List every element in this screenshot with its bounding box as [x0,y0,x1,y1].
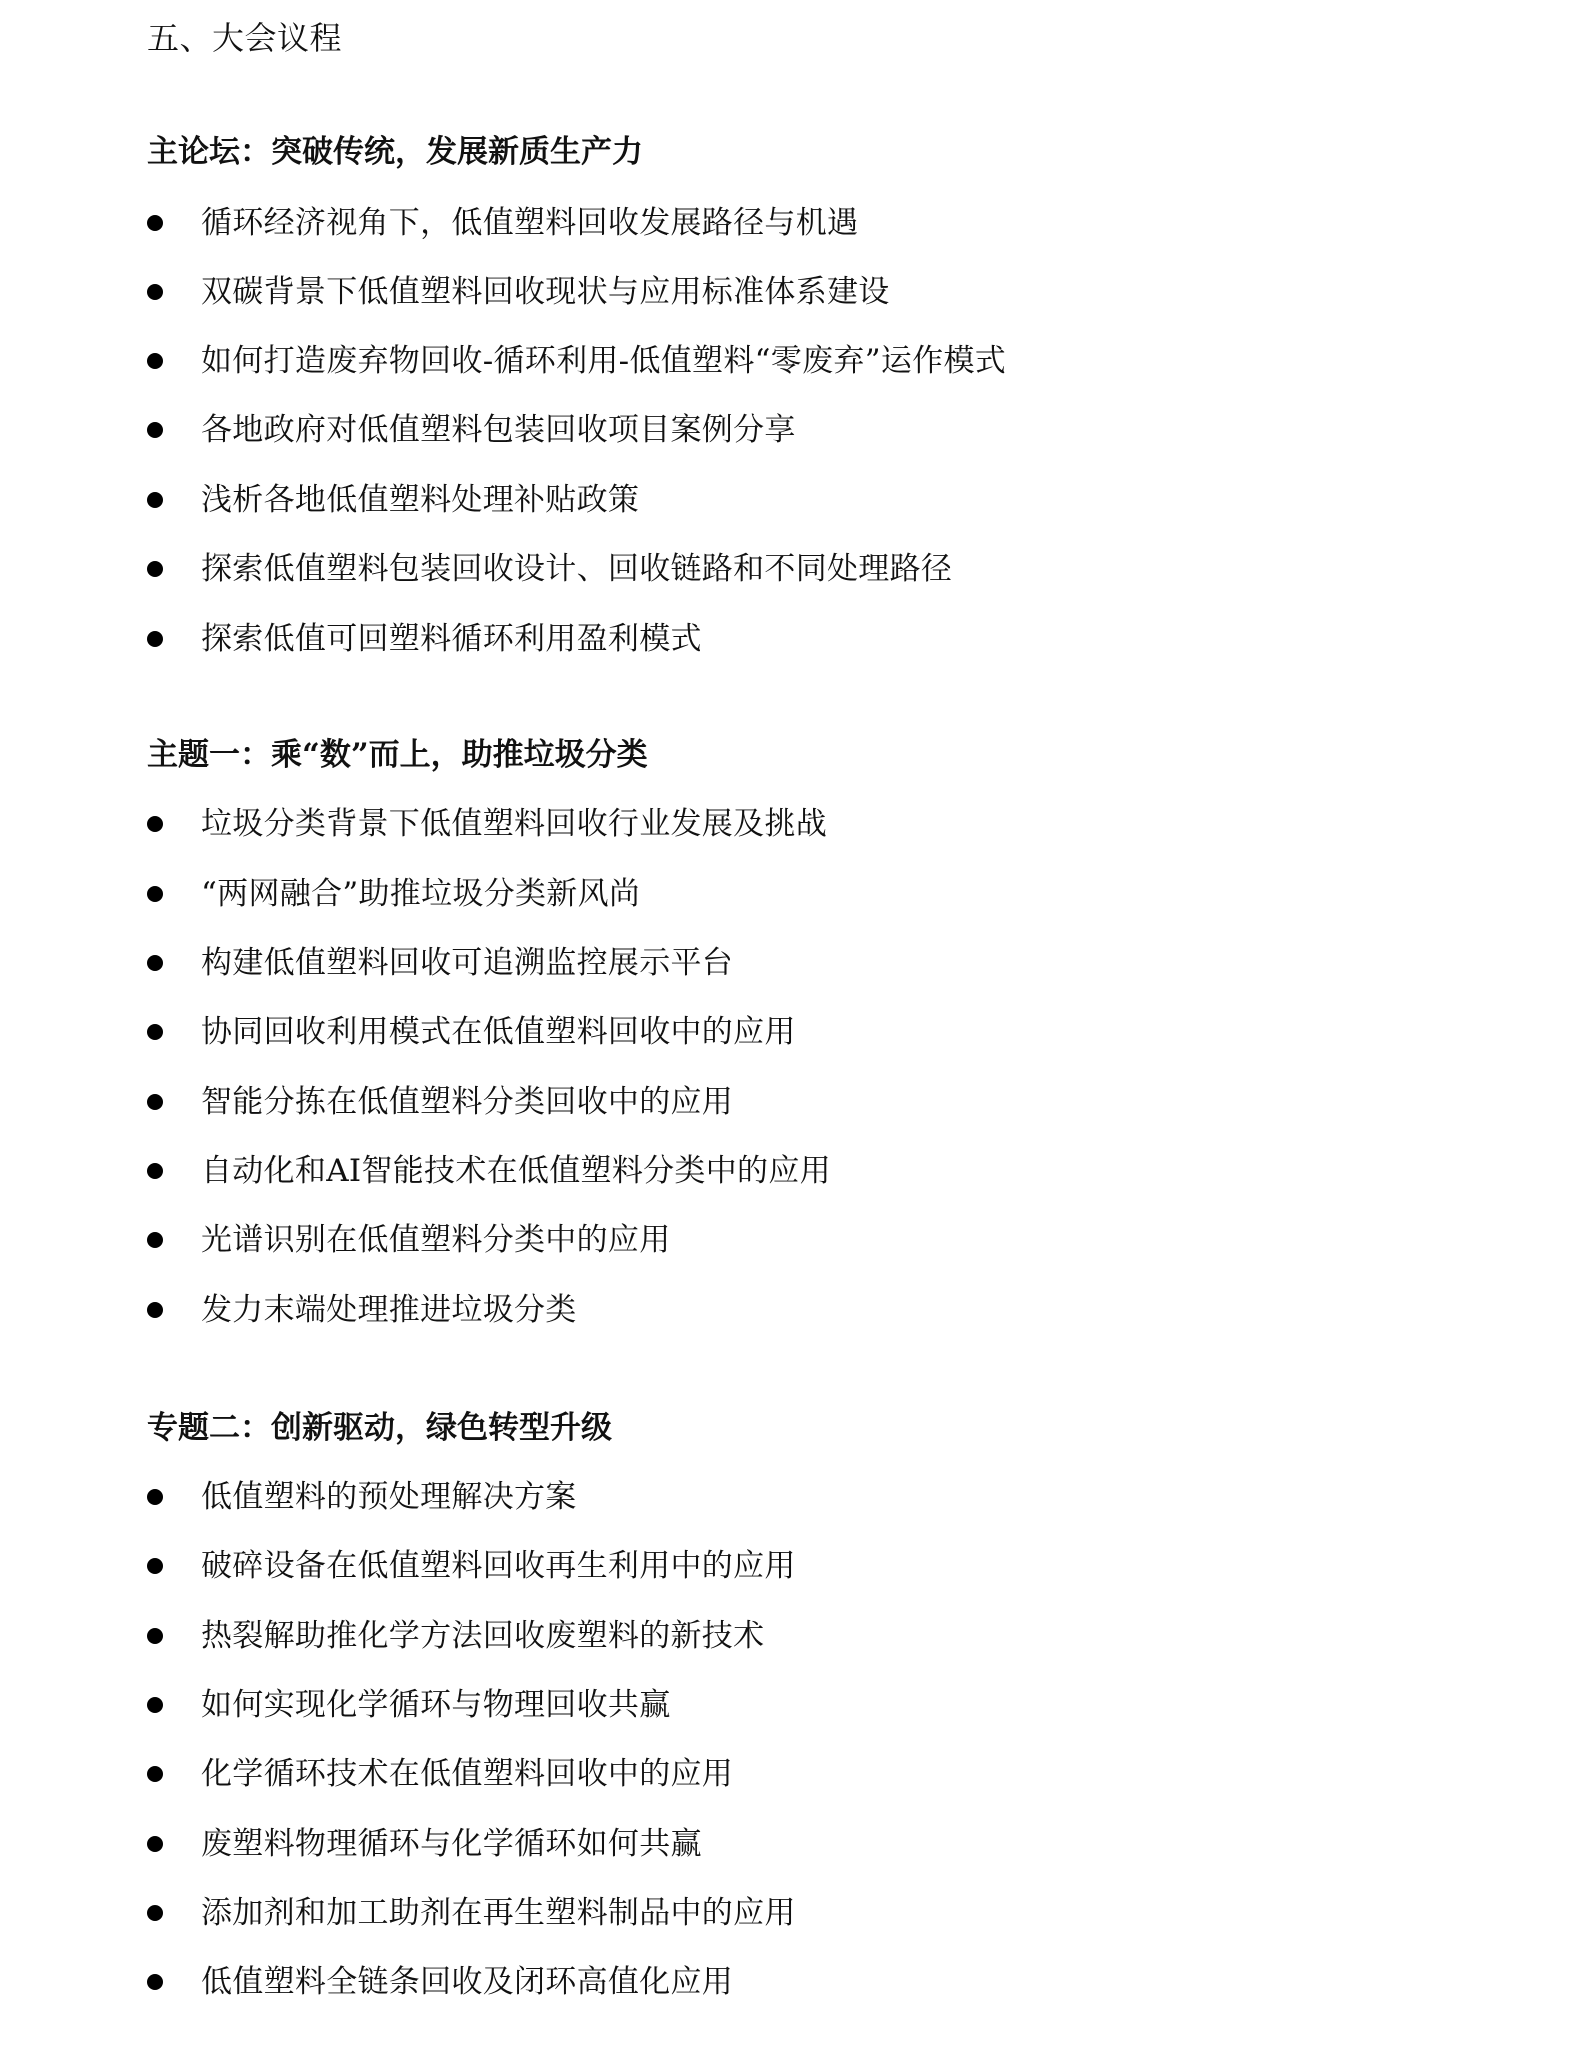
list-item [0,545,1587,593]
bullet-icon [147,1628,163,1644]
list-item-text: 循环经济视角下，低值塑料回收发展路径与机遇 [201,205,859,241]
list-item [0,615,1587,663]
list-item-text: 智能分拣在低值塑料分类回收中的应用 [201,1084,734,1120]
list-item [0,476,1587,524]
list-item [0,1750,1587,1798]
list-item [0,337,1587,385]
bullet-icon [147,1836,163,1852]
list-item-text: 探索低值可回塑料循环利用盈利模式 [201,621,702,657]
list-item [0,1008,1587,1056]
list-item-text: 低值塑料全链条回收及闭环高值化应用 [201,1964,734,2000]
list-item-text: 自动化和AI智能技术在低值塑料分类中的应用 [201,1153,831,1189]
list-item-text: 低值塑料的预处理解决方案 [201,1479,577,1515]
bullet-icon [147,631,163,647]
bullet-icon [147,284,163,300]
bullet-icon [147,561,163,577]
bullet-icon [147,422,163,438]
bullet-icon [147,886,163,902]
list-item [0,199,1587,247]
list-item-text: 垃圾分类背景下低值塑料回收行业发展及挑战 [201,806,827,842]
list-item [0,1216,1587,1264]
list-item-text: 如何打造废弃物回收-循环利用-低值塑料“零废弃”运作模式 [201,343,1007,379]
page-title: 五、大会议程 [147,19,343,57]
list-item-text: “两网融合”助推垃圾分类新风尚 [201,876,641,912]
list-item-text: 浅析各地低值塑料处理补贴政策 [201,482,640,518]
list-item [0,1889,1587,1937]
bullet-icon [147,1024,163,1040]
list-item-text: 构建低值塑料回收可追溯监控展示平台 [201,945,734,981]
list-item [0,1820,1587,1868]
section-heading: 专题二：创新驱动，绿色转型升级 [147,1410,612,1446]
list-item-text: 废塑料物理循环与化学循环如何共赢 [201,1826,702,1862]
list-item [0,870,1587,918]
bullet-icon [147,1905,163,1921]
list-item [0,1542,1587,1590]
list-item [0,1612,1587,1660]
list-item [0,1286,1587,1334]
list-item-text: 双碳背景下低值塑料回收现状与应用标准体系建设 [201,274,890,310]
bullet-icon [147,353,163,369]
list-item-text: 如何实现化学循环与物理回收共赢 [201,1687,671,1723]
list-item-text: 各地政府对低值塑料包装回收项目案例分享 [201,412,796,448]
list-item [0,1681,1587,1729]
list-item-text: 光谱识别在低值塑料分类中的应用 [201,1222,671,1258]
bullet-icon [147,1232,163,1248]
bullet-icon [147,1163,163,1179]
bullet-icon [147,1766,163,1782]
bullet-icon [147,492,163,508]
list-item [0,1147,1587,1195]
list-item [0,800,1587,848]
list-item-text: 热裂解助推化学方法回收废塑料的新技术 [201,1618,765,1654]
bullet-icon [147,215,163,231]
bullet-icon [147,1489,163,1505]
bullet-icon [147,1697,163,1713]
bullet-icon [147,1974,163,1990]
section-heading: 主题一：乘“数”而上，助推垃圾分类 [147,737,648,773]
list-item [0,939,1587,987]
bullet-icon [147,1094,163,1110]
list-item-text: 探索低值塑料包装回收设计、回收链路和不同处理路径 [201,551,953,587]
bullet-icon [147,1558,163,1574]
list-item-text: 协同回收利用模式在低值塑料回收中的应用 [201,1014,796,1050]
list-item [0,268,1587,316]
list-item [0,1078,1587,1126]
bullet-icon [147,955,163,971]
bullet-icon [147,1302,163,1318]
list-item [0,1473,1587,1521]
section-heading: 主论坛：突破传统，发展新质生产力 [147,134,643,170]
list-item [0,1958,1587,2006]
list-item-text: 添加剂和加工助剂在再生塑料制品中的应用 [201,1895,796,1931]
list-item-text: 化学循环技术在低值塑料回收中的应用 [201,1756,734,1792]
list-item [0,406,1587,454]
bullet-icon [147,816,163,832]
list-item-text: 破碎设备在低值塑料回收再生利用中的应用 [201,1548,796,1584]
list-item-text: 发力末端处理推进垃圾分类 [201,1292,577,1328]
